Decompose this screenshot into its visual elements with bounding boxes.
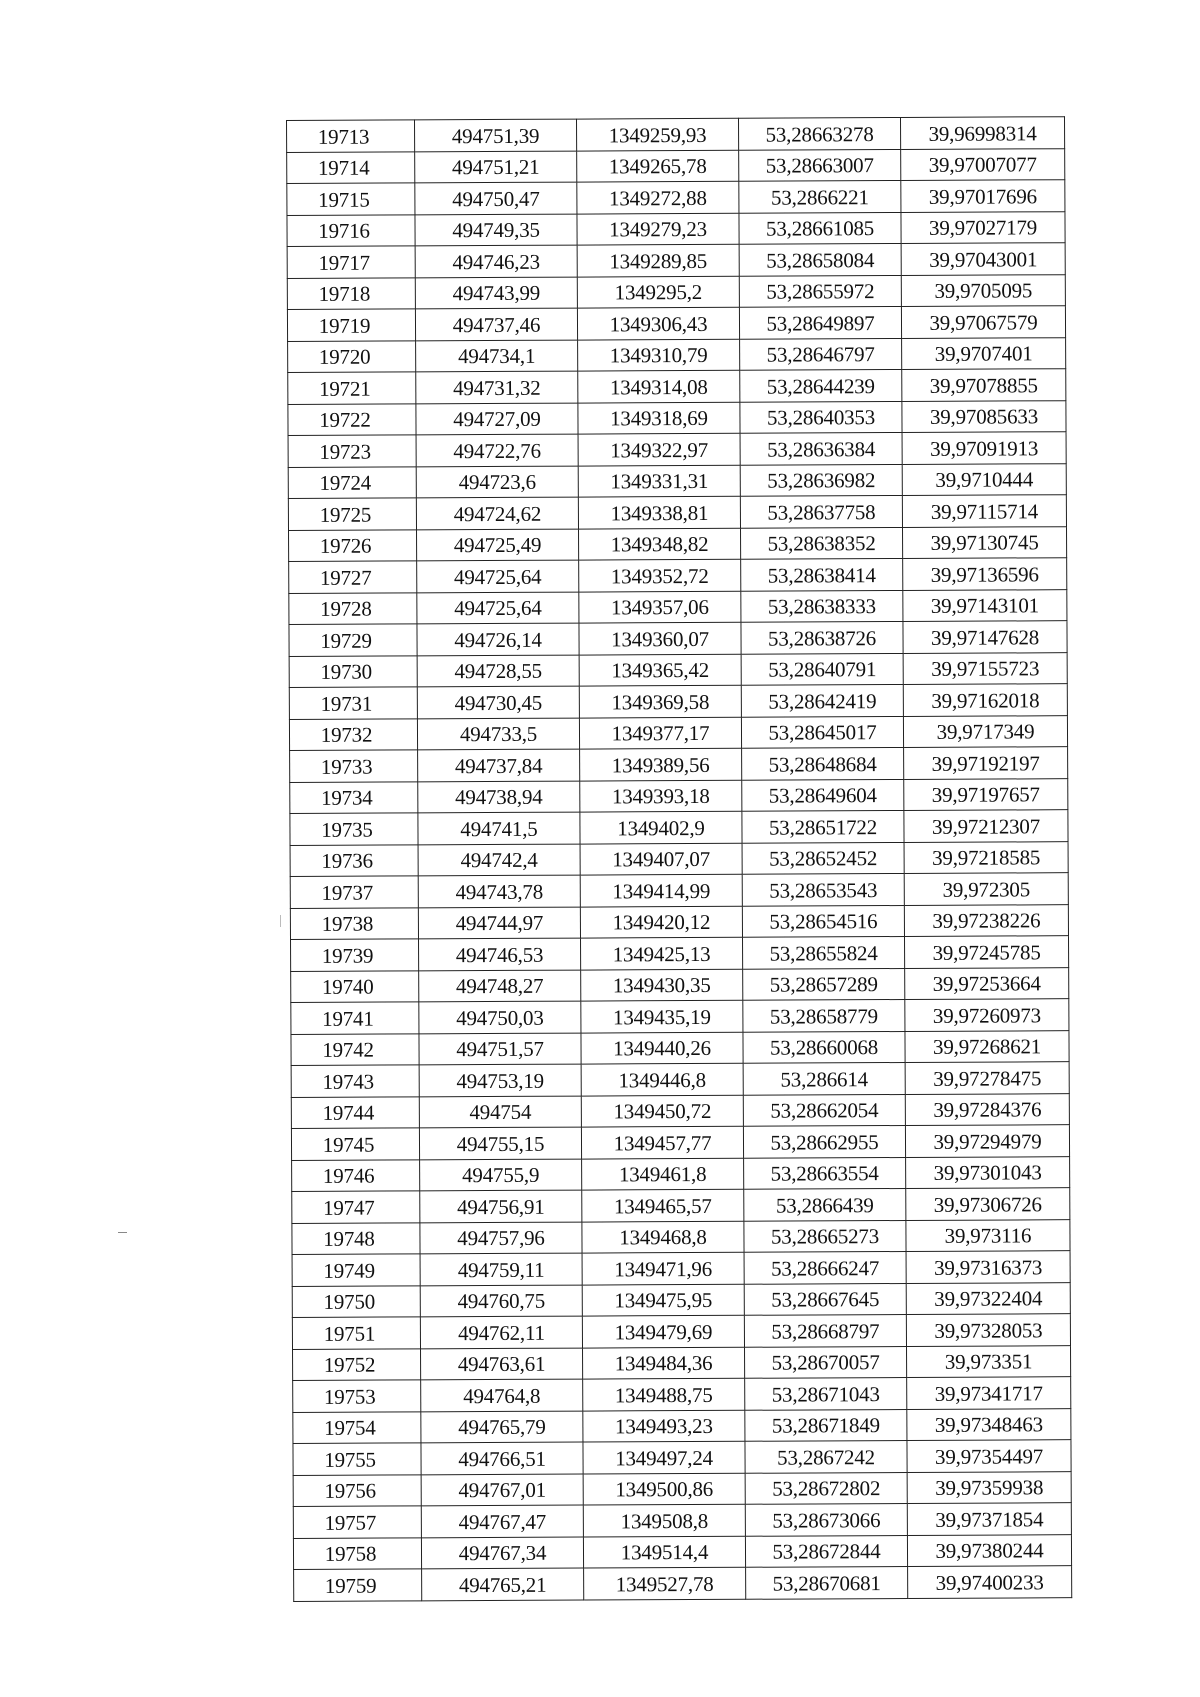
table-row — [292, 1188, 1070, 1223]
cell-id: 19717 — [287, 246, 415, 278]
cell-lon: 39,97268621 — [905, 1030, 1069, 1062]
cell-lon: 39,97007077 — [901, 148, 1065, 180]
cell-lat: 53,28665273 — [744, 1220, 906, 1252]
cell-id: 19733 — [290, 750, 418, 782]
cell-y: 1349508,8 — [583, 1504, 745, 1536]
cell-y: 1349357,06 — [579, 591, 741, 623]
cell-lat: 53,28668797 — [744, 1314, 906, 1346]
cell-lat: 53,28671849 — [745, 1409, 907, 1441]
table-row — [287, 306, 1065, 341]
cell-lat: 53,286614 — [743, 1062, 905, 1094]
cell-y: 1349471,96 — [582, 1252, 744, 1284]
cell-y: 1349430,35 — [581, 969, 743, 1001]
table-row — [293, 1377, 1071, 1412]
cell-lat: 53,28638333 — [741, 590, 903, 622]
cell-lon: 39,97091913 — [902, 432, 1066, 464]
cell-x: 494744,97 — [418, 907, 580, 939]
cell-lat: 53,28640791 — [741, 653, 903, 685]
cell-x: 494751,21 — [415, 151, 577, 183]
cell-y: 1349500,86 — [583, 1473, 745, 1505]
cell-lat: 53,28658779 — [743, 999, 905, 1031]
cell-id: 19727 — [289, 561, 417, 593]
cell-y: 1349493,23 — [583, 1410, 745, 1442]
table-row — [292, 1219, 1070, 1254]
cell-lat: 53,28638726 — [741, 621, 903, 653]
table-row — [290, 873, 1068, 908]
coordinates-table — [286, 116, 1072, 1601]
table-row — [288, 337, 1066, 372]
margin-dash — [280, 915, 281, 927]
table-row — [287, 274, 1065, 309]
cell-lon: 39,97322404 — [906, 1282, 1070, 1314]
cell-lon: 39,97253664 — [905, 967, 1069, 999]
cell-id: 19747 — [292, 1191, 420, 1223]
cell-id: 19713 — [287, 120, 415, 152]
cell-lon: 39,9717349 — [903, 715, 1067, 747]
cell-y: 1349314,08 — [578, 370, 740, 402]
cell-lat: 53,28661085 — [739, 212, 901, 244]
cell-x: 494756,91 — [420, 1190, 582, 1222]
cell-y: 1349338,81 — [578, 496, 740, 528]
cell-lon: 39,97192197 — [904, 747, 1068, 779]
cell-lon: 39,97085633 — [902, 400, 1066, 432]
cell-x: 494750,47 — [415, 182, 577, 214]
table-row — [293, 1471, 1071, 1506]
cell-lon: 39,97115714 — [902, 495, 1066, 527]
cell-x: 494724,62 — [416, 497, 578, 529]
cell-id: 19750 — [292, 1285, 420, 1317]
table-row — [287, 148, 1065, 183]
cell-x: 494742,4 — [418, 844, 580, 876]
cell-lon: 39,97238226 — [904, 904, 1068, 936]
table-row — [290, 778, 1068, 813]
cell-lat: 53,28672844 — [745, 1535, 907, 1567]
cell-lat: 53,28649897 — [739, 306, 901, 338]
cell-lat: 53,28662054 — [743, 1094, 905, 1126]
cell-id: 19729 — [289, 624, 417, 656]
cell-lat: 53,28651722 — [742, 810, 904, 842]
coordinates-table-body — [287, 117, 1072, 1601]
cell-y: 1349318,69 — [578, 402, 740, 434]
cell-lon: 39,97371854 — [907, 1503, 1071, 1535]
table-row — [290, 810, 1068, 845]
cell-lon: 39,9710444 — [902, 463, 1066, 495]
cell-x: 494727,09 — [416, 403, 578, 435]
cell-id: 19726 — [289, 529, 417, 561]
cell-lon: 39,97143101 — [903, 589, 1067, 621]
cell-y: 1349475,95 — [582, 1284, 744, 1316]
cell-lat: 53,28672802 — [745, 1472, 907, 1504]
cell-lon: 39,97245785 — [904, 936, 1068, 968]
table-row — [287, 243, 1065, 278]
table-row — [289, 715, 1067, 750]
cell-y: 1349377,17 — [579, 717, 741, 749]
cell-id: 19739 — [291, 939, 419, 971]
cell-id: 19746 — [292, 1159, 420, 1191]
cell-x: 494751,39 — [415, 119, 577, 151]
cell-id: 19730 — [289, 655, 417, 687]
cell-lon: 39,97162018 — [903, 684, 1067, 716]
cell-x: 494746,23 — [415, 245, 577, 277]
table-row — [291, 936, 1069, 971]
cell-y: 1349484,36 — [583, 1347, 745, 1379]
cell-y: 1349414,99 — [580, 874, 742, 906]
table-row — [291, 1125, 1069, 1160]
cell-y: 1349289,85 — [577, 244, 739, 276]
table-row — [291, 967, 1069, 1002]
cell-x: 494765,79 — [421, 1411, 583, 1443]
cell-id: 19714 — [287, 151, 415, 183]
cell-id: 19752 — [293, 1348, 421, 1380]
table-row — [291, 1093, 1069, 1128]
cell-lon: 39,97212307 — [904, 810, 1068, 842]
cell-y: 1349425,13 — [581, 937, 743, 969]
cell-id: 19749 — [292, 1254, 420, 1286]
cell-lon: 39,97260973 — [905, 999, 1069, 1031]
cell-lat: 53,28662955 — [743, 1125, 905, 1157]
table-row — [288, 495, 1066, 530]
cell-lat: 53,28657289 — [743, 968, 905, 1000]
cell-id: 19718 — [287, 277, 415, 309]
cell-lon: 39,97043001 — [901, 243, 1065, 275]
cell-lon: 39,97328053 — [906, 1314, 1070, 1346]
cell-x: 494751,57 — [419, 1033, 581, 1065]
cell-x: 494767,47 — [421, 1505, 583, 1537]
cell-lon: 39,9705095 — [901, 274, 1065, 306]
cell-lat: 53,28644239 — [740, 369, 902, 401]
cell-lon: 39,97354497 — [907, 1440, 1071, 1472]
cell-x: 494766,51 — [421, 1442, 583, 1474]
cell-lon: 39,97380244 — [907, 1534, 1071, 1566]
cell-y: 1349479,69 — [582, 1315, 744, 1347]
cell-id: 19722 — [288, 403, 416, 435]
cell-lon: 39,97359938 — [907, 1471, 1071, 1503]
table-row — [294, 1566, 1072, 1601]
cell-id: 19745 — [291, 1128, 419, 1160]
cell-x: 494755,15 — [419, 1127, 581, 1159]
cell-lat: 53,28646797 — [740, 338, 902, 370]
cell-y: 1349468,8 — [582, 1221, 744, 1253]
cell-y: 1349402,9 — [580, 811, 742, 843]
cell-id: 19748 — [292, 1222, 420, 1254]
cell-y: 1349393,18 — [580, 780, 742, 812]
cell-lat: 53,28648684 — [742, 747, 904, 779]
cell-id: 19723 — [288, 435, 416, 467]
table-row — [291, 1030, 1069, 1065]
table-row — [287, 180, 1065, 215]
cell-y: 1349461,8 — [582, 1158, 744, 1190]
cell-y: 1349279,23 — [577, 213, 739, 245]
cell-y: 1349259,93 — [576, 118, 738, 150]
cell-x: 494726,14 — [417, 623, 579, 655]
cell-lon: 39,97067579 — [901, 306, 1065, 338]
cell-y: 1349420,12 — [580, 906, 742, 938]
table-row — [293, 1345, 1071, 1380]
cell-id: 19725 — [288, 498, 416, 530]
cell-lon: 39,97218585 — [904, 841, 1068, 873]
cell-y: 1349348,82 — [579, 528, 741, 560]
cell-lon: 39,97078855 — [902, 369, 1066, 401]
cell-x: 494760,75 — [420, 1285, 582, 1317]
cell-y: 1349322,97 — [578, 433, 740, 465]
cell-id: 19743 — [291, 1065, 419, 1097]
cell-id: 19738 — [290, 907, 418, 939]
table-row — [291, 1062, 1069, 1097]
cell-x: 494749,35 — [415, 214, 577, 246]
cell-id: 19716 — [287, 214, 415, 246]
cell-id: 19751 — [292, 1317, 420, 1349]
table-row — [293, 1440, 1071, 1475]
cell-y: 1349457,77 — [581, 1126, 743, 1158]
cell-lon: 39,9707401 — [902, 337, 1066, 369]
cell-x: 494737,84 — [418, 749, 580, 781]
cell-lat: 53,28666247 — [744, 1251, 906, 1283]
cell-y: 1349331,31 — [578, 465, 740, 497]
cell-id: 19719 — [287, 309, 415, 341]
cell-x: 494767,34 — [421, 1537, 583, 1569]
cell-lat: 53,28667645 — [744, 1283, 906, 1315]
cell-lat: 53,28645017 — [741, 716, 903, 748]
cell-lat: 53,28636982 — [740, 464, 902, 496]
cell-lat: 53,2866221 — [739, 180, 901, 212]
table-row — [292, 1314, 1070, 1349]
table-row — [288, 432, 1066, 467]
cell-lat: 53,28670057 — [745, 1346, 907, 1378]
cell-y: 1349514,4 — [583, 1536, 745, 1568]
cell-id: 19734 — [290, 781, 418, 813]
cell-lon: 39,96998314 — [900, 117, 1064, 149]
cell-x: 494728,55 — [417, 655, 579, 687]
cell-lat: 53,28652452 — [742, 842, 904, 874]
cell-lon: 39,973351 — [906, 1345, 1070, 1377]
cell-x: 494763,61 — [421, 1348, 583, 1380]
cell-id: 19737 — [290, 876, 418, 908]
cell-lon: 39,97316373 — [906, 1251, 1070, 1283]
cell-id: 19755 — [293, 1443, 421, 1475]
cell-y: 1349465,57 — [582, 1189, 744, 1221]
cell-id: 19720 — [288, 340, 416, 372]
cell-y: 1349360,07 — [579, 622, 741, 654]
cell-id: 19759 — [294, 1569, 422, 1601]
cell-y: 1349435,19 — [581, 1000, 743, 1032]
cell-lat: 53,28670681 — [746, 1566, 908, 1598]
cell-id: 19757 — [293, 1506, 421, 1538]
cell-x: 494743,78 — [418, 875, 580, 907]
cell-id: 19753 — [293, 1380, 421, 1412]
cell-x: 494734,1 — [416, 340, 578, 372]
table-row — [293, 1534, 1071, 1569]
table-row — [287, 117, 1065, 152]
cell-id: 19758 — [293, 1537, 421, 1569]
table-row — [289, 684, 1067, 719]
cell-lat: 53,28637758 — [740, 495, 902, 527]
cell-lat: 53,28660068 — [743, 1031, 905, 1063]
table-row — [293, 1408, 1071, 1443]
cell-lon: 39,97197657 — [904, 778, 1068, 810]
cell-lat: 53,28663007 — [739, 149, 901, 181]
cell-x: 494731,32 — [416, 371, 578, 403]
cell-x: 494725,49 — [417, 529, 579, 561]
cell-x: 494753,19 — [419, 1064, 581, 1096]
cell-lon: 39,972305 — [904, 873, 1068, 905]
cell-lat: 53,28654516 — [742, 905, 904, 937]
cell-id: 19754 — [293, 1411, 421, 1443]
cell-x: 494730,45 — [417, 686, 579, 718]
cell-lat: 53,28653543 — [742, 873, 904, 905]
cell-id: 19731 — [289, 687, 417, 719]
cell-x: 494743,99 — [415, 277, 577, 309]
cell-x: 494738,94 — [418, 781, 580, 813]
cell-id: 19721 — [288, 372, 416, 404]
cell-y: 1349407,07 — [580, 843, 742, 875]
cell-lon: 39,97294979 — [905, 1125, 1069, 1157]
cell-y: 1349488,75 — [583, 1378, 745, 1410]
table-row — [290, 904, 1068, 939]
cell-lon: 39,97278475 — [905, 1062, 1069, 1094]
cell-lon: 39,97301043 — [906, 1156, 1070, 1188]
table-row — [293, 1503, 1071, 1538]
cell-lon: 39,97284376 — [905, 1093, 1069, 1125]
cell-lon: 39,97348463 — [907, 1408, 1071, 1440]
table-row — [290, 841, 1068, 876]
cell-lon: 39,97400233 — [908, 1566, 1072, 1598]
cell-y: 1349527,78 — [584, 1567, 746, 1599]
table-row — [289, 589, 1067, 624]
cell-lon: 39,97341717 — [907, 1377, 1071, 1409]
table-row — [287, 211, 1065, 246]
cell-x: 494733,5 — [417, 718, 579, 750]
cell-y: 1349389,56 — [580, 748, 742, 780]
cell-lat: 53,28658084 — [739, 243, 901, 275]
cell-lon: 39,97130745 — [902, 526, 1066, 558]
cell-lat: 53,28636384 — [740, 432, 902, 464]
table-row — [292, 1282, 1070, 1317]
cell-y: 1349295,2 — [577, 276, 739, 308]
cell-id: 19736 — [290, 844, 418, 876]
cell-lon: 39,97027179 — [901, 211, 1065, 243]
cell-id: 19756 — [293, 1474, 421, 1506]
cell-id: 19740 — [291, 970, 419, 1002]
cell-lat: 53,28663554 — [744, 1157, 906, 1189]
cell-x: 494722,76 — [416, 434, 578, 466]
cell-lat: 53,2867242 — [745, 1440, 907, 1472]
table-row — [288, 400, 1066, 435]
cell-id: 19744 — [291, 1096, 419, 1128]
cell-x: 494755,9 — [420, 1159, 582, 1191]
table-row — [290, 747, 1068, 782]
cell-x: 494741,5 — [418, 812, 580, 844]
cell-x: 494764,8 — [421, 1379, 583, 1411]
cell-x: 494746,53 — [419, 938, 581, 970]
cell-x: 494759,11 — [420, 1253, 582, 1285]
cell-y: 1349272,88 — [577, 181, 739, 213]
cell-lat: 53,28649604 — [742, 779, 904, 811]
cell-y: 1349369,58 — [579, 685, 741, 717]
cell-id: 19715 — [287, 183, 415, 215]
margin-mark — [118, 1232, 127, 1233]
cell-id: 19728 — [289, 592, 417, 624]
cell-y: 1349352,72 — [579, 559, 741, 591]
cell-y: 1349306,43 — [577, 307, 739, 339]
table-row — [292, 1251, 1070, 1286]
cell-lat: 53,28671043 — [745, 1377, 907, 1409]
cell-lon: 39,97147628 — [903, 621, 1067, 653]
cell-x: 494725,64 — [417, 592, 579, 624]
table-row — [289, 558, 1067, 593]
cell-y: 1349450,72 — [581, 1095, 743, 1127]
cell-id: 19724 — [288, 466, 416, 498]
cell-lat: 53,28655972 — [739, 275, 901, 307]
cell-lat: 53,28638352 — [740, 527, 902, 559]
cell-lat: 53,28663278 — [738, 117, 900, 149]
table-row — [289, 652, 1067, 687]
cell-x: 494754 — [419, 1096, 581, 1128]
cell-x: 494748,27 — [419, 970, 581, 1002]
cell-x: 494737,46 — [415, 308, 577, 340]
table-row — [288, 463, 1066, 498]
cell-x: 494765,21 — [422, 1568, 584, 1600]
table-row — [289, 621, 1067, 656]
cell-lon: 39,97306726 — [906, 1188, 1070, 1220]
cell-lat: 53,2866439 — [744, 1188, 906, 1220]
cell-lon: 39,97155723 — [903, 652, 1067, 684]
table-row — [288, 369, 1066, 404]
cell-lon: 39,973116 — [906, 1219, 1070, 1251]
table-row — [292, 1156, 1070, 1191]
cell-id: 19742 — [291, 1033, 419, 1065]
cell-lat: 53,28638414 — [741, 558, 903, 590]
cell-x: 494767,01 — [421, 1474, 583, 1506]
cell-lon: 39,97017696 — [901, 180, 1065, 212]
cell-x: 494723,6 — [416, 466, 578, 498]
cell-y: 1349310,79 — [578, 339, 740, 371]
cell-lat: 53,28640353 — [740, 401, 902, 433]
cell-lon: 39,97136596 — [903, 558, 1067, 590]
cell-x: 494750,03 — [419, 1001, 581, 1033]
cell-x: 494757,96 — [420, 1222, 582, 1254]
table-row — [289, 526, 1067, 561]
table-row — [291, 999, 1069, 1034]
cell-id: 19735 — [290, 813, 418, 845]
cell-lat: 53,28673066 — [745, 1503, 907, 1535]
cell-x: 494762,11 — [420, 1316, 582, 1348]
cell-y: 1349440,26 — [581, 1032, 743, 1064]
cell-id: 19732 — [289, 718, 417, 750]
cell-y: 1349497,24 — [583, 1441, 745, 1473]
cell-y: 1349365,42 — [579, 654, 741, 686]
cell-x: 494725,64 — [417, 560, 579, 592]
cell-id: 19741 — [291, 1002, 419, 1034]
cell-lat: 53,28642419 — [741, 684, 903, 716]
cell-y: 1349446,8 — [581, 1063, 743, 1095]
cell-lat: 53,28655824 — [742, 936, 904, 968]
cell-y: 1349265,78 — [577, 150, 739, 182]
